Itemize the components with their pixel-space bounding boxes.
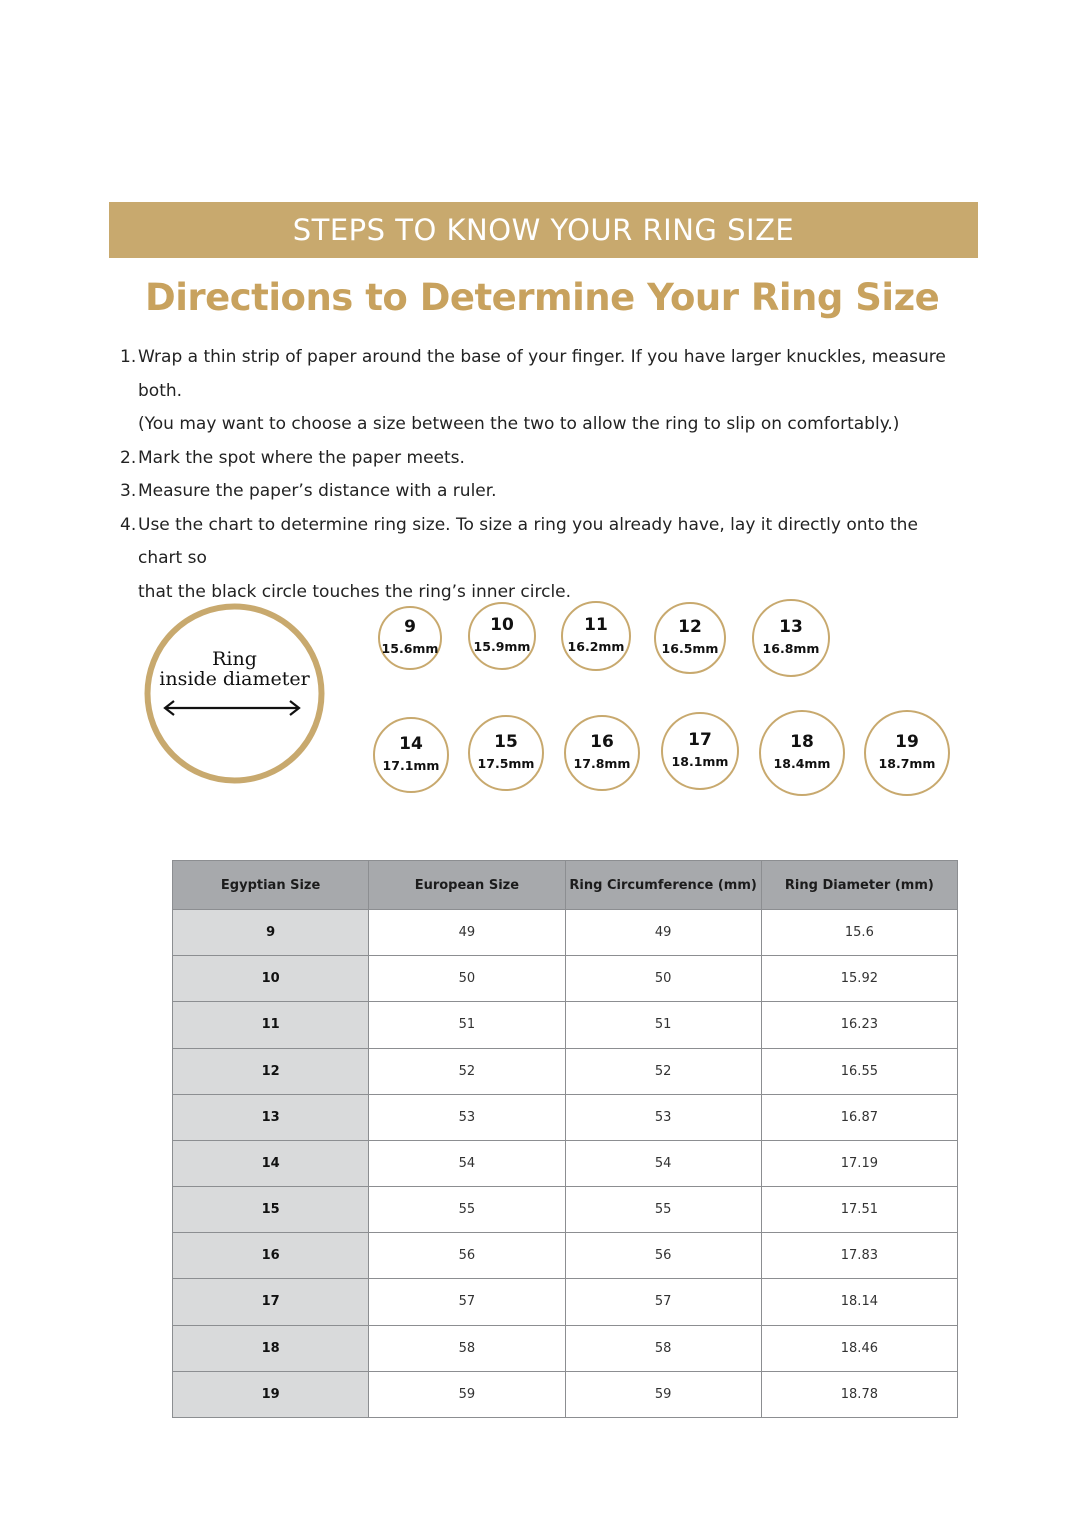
table-row	[173, 1233, 958, 1279]
table-row	[173, 1371, 958, 1417]
egyptian-size-cell: 9	[173, 910, 369, 956]
circumference-cell: 49	[565, 910, 761, 956]
diameter-cell: 16.55	[761, 1048, 957, 1094]
step-number	[120, 576, 138, 610]
step-number: 1.	[120, 347, 137, 367]
table-row	[173, 1279, 958, 1325]
header-european-size: European Size	[369, 861, 565, 910]
ring-size-circle	[654, 602, 726, 674]
ring-diagram-label: Ring	[212, 648, 257, 670]
egyptian-size-cell: 13	[173, 1094, 369, 1140]
table-row	[173, 1048, 958, 1094]
ring-size-number: 12	[678, 617, 702, 637]
direction-step-line	[120, 475, 950, 509]
european-size-cell: 58	[369, 1325, 565, 1371]
step-text: Measure the paper’s distance with a ruler.	[138, 481, 497, 501]
table-row	[173, 1002, 958, 1048]
egyptian-size-cell: 15	[173, 1187, 369, 1233]
circumference-cell: 52	[565, 1048, 761, 1094]
egyptian-size-cell: 14	[173, 1140, 369, 1186]
diameter-cell: 18.14	[761, 1279, 957, 1325]
ring-size-circle	[564, 715, 640, 791]
ring-size-mm: 16.2mm	[567, 639, 625, 654]
table-row	[173, 910, 958, 956]
ring-size-circle	[759, 710, 845, 796]
european-size-cell: 51	[369, 1002, 565, 1048]
circumference-cell: 50	[565, 956, 761, 1002]
circumference-cell: 58	[565, 1325, 761, 1371]
diameter-cell: 18.46	[761, 1325, 957, 1371]
double-arrow-icon	[162, 698, 302, 718]
circumference-cell: 55	[565, 1187, 761, 1233]
directions-list	[120, 341, 950, 609]
european-size-cell: 55	[369, 1187, 565, 1233]
ring-size-table	[172, 860, 958, 1418]
direction-step-line	[120, 341, 950, 408]
european-size-cell: 56	[369, 1233, 565, 1279]
circumference-cell: 56	[565, 1233, 761, 1279]
diameter-cell: 16.87	[761, 1094, 957, 1140]
diameter-cell: 15.92	[761, 956, 957, 1002]
ring-size-number: 11	[584, 615, 608, 635]
european-size-cell: 53	[369, 1094, 565, 1140]
ring-size-circle	[468, 715, 544, 791]
ring-size-mm: 17.8mm	[573, 756, 631, 771]
ring-size-number: 19	[895, 732, 919, 752]
ring-size-mm: 15.6mm	[381, 641, 439, 656]
step-text: (You may want to choose a size between the two to allow the ring to slip on comfortably.)	[138, 414, 900, 434]
page-banner	[109, 202, 978, 258]
ring-size-mm: 17.1mm	[382, 758, 440, 773]
ring-size-mm: 18.7mm	[878, 756, 936, 771]
ring-size-mm: 16.5mm	[661, 641, 719, 656]
ring-size-circle	[373, 717, 449, 793]
header-egyptian-size: Egyptian Size	[173, 861, 369, 910]
step-number: 2.	[120, 447, 137, 468]
diameter-cell: 15.6	[761, 910, 957, 956]
step-text: Mark the spot where the paper meets.	[138, 447, 465, 468]
table-header-row	[173, 861, 958, 910]
direction-step-line	[120, 442, 950, 476]
ring-size-number: 13	[779, 617, 803, 637]
european-size-cell: 59	[369, 1371, 565, 1417]
ring-size-mm: 16.8mm	[762, 641, 820, 656]
european-size-cell: 54	[369, 1140, 565, 1186]
ring-size-mm: 18.4mm	[773, 756, 831, 771]
egyptian-size-cell: 10	[173, 956, 369, 1002]
direction-step-line	[120, 408, 950, 442]
step-text: Wrap a thin strip of paper around the base of your finger. If you have larger knuckles, measure both.	[138, 347, 946, 401]
egyptian-size-cell: 16	[173, 1233, 369, 1279]
diameter-cell: 17.83	[761, 1233, 957, 1279]
step-text: Use the chart to determine ring size. To size a ring you already have, lay it directly onto the chart so	[138, 514, 918, 568]
table-row	[173, 1140, 958, 1186]
egyptian-size-cell: 19	[173, 1371, 369, 1417]
table-row	[173, 956, 958, 1002]
egyptian-size-cell: 18	[173, 1325, 369, 1371]
diameter-cell: 16.23	[761, 1002, 957, 1048]
ring-size-mm: 15.9mm	[473, 639, 531, 654]
direction-step-line	[120, 509, 950, 576]
ring-size-mm: 17.5mm	[477, 756, 535, 771]
step-text: that the black circle touches the ring’s inner circle.	[138, 581, 572, 602]
circumference-cell: 53	[565, 1094, 761, 1140]
table-row	[173, 1325, 958, 1371]
ring-size-number: 18	[790, 732, 814, 752]
european-size-cell: 49	[369, 910, 565, 956]
ring-size-circle	[864, 710, 950, 796]
circumference-cell: 54	[565, 1140, 761, 1186]
ring-size-number: 15	[494, 732, 518, 752]
circumference-cell: 59	[565, 1371, 761, 1417]
step-number	[120, 408, 138, 442]
european-size-cell: 50	[369, 956, 565, 1002]
table-row	[173, 1094, 958, 1140]
ring-diagram-circle	[143, 602, 326, 785]
table-row	[173, 1187, 958, 1233]
ring-diagram-sublabel: inside diameter	[159, 668, 310, 690]
ring-size-circle	[752, 599, 830, 677]
ring-size-circle	[661, 712, 739, 790]
european-size-cell: 57	[369, 1279, 565, 1325]
header-ring-diameter: Ring Diameter (mm)	[761, 861, 957, 910]
diameter-cell: 17.19	[761, 1140, 957, 1186]
european-size-cell: 52	[369, 1048, 565, 1094]
ring-size-circle	[378, 606, 442, 670]
ring-size-number: 10	[490, 615, 514, 635]
egyptian-size-cell: 17	[173, 1279, 369, 1325]
diameter-cell: 17.51	[761, 1187, 957, 1233]
ring-size-number: 17	[688, 730, 712, 750]
ring-size-number: 16	[590, 732, 614, 752]
ring-size-circle	[561, 601, 631, 671]
ring-size-number: 14	[399, 734, 423, 754]
diameter-cell: 18.78	[761, 1371, 957, 1417]
page-title: Directions to Determine Your Ring Size	[145, 276, 940, 319]
circumference-cell: 51	[565, 1002, 761, 1048]
circumference-cell: 57	[565, 1279, 761, 1325]
egyptian-size-cell: 12	[173, 1048, 369, 1094]
ring-size-number: 9	[404, 617, 416, 637]
header-ring-circumference: Ring Circumference (mm)	[565, 861, 761, 910]
ring-size-circle	[468, 602, 536, 670]
step-number: 4.	[120, 514, 137, 535]
ring-size-mm: 18.1mm	[671, 754, 729, 769]
banner-text: STEPS TO KNOW YOUR RING SIZE	[292, 213, 795, 247]
egyptian-size-cell: 11	[173, 1002, 369, 1048]
step-number: 3.	[120, 481, 137, 501]
